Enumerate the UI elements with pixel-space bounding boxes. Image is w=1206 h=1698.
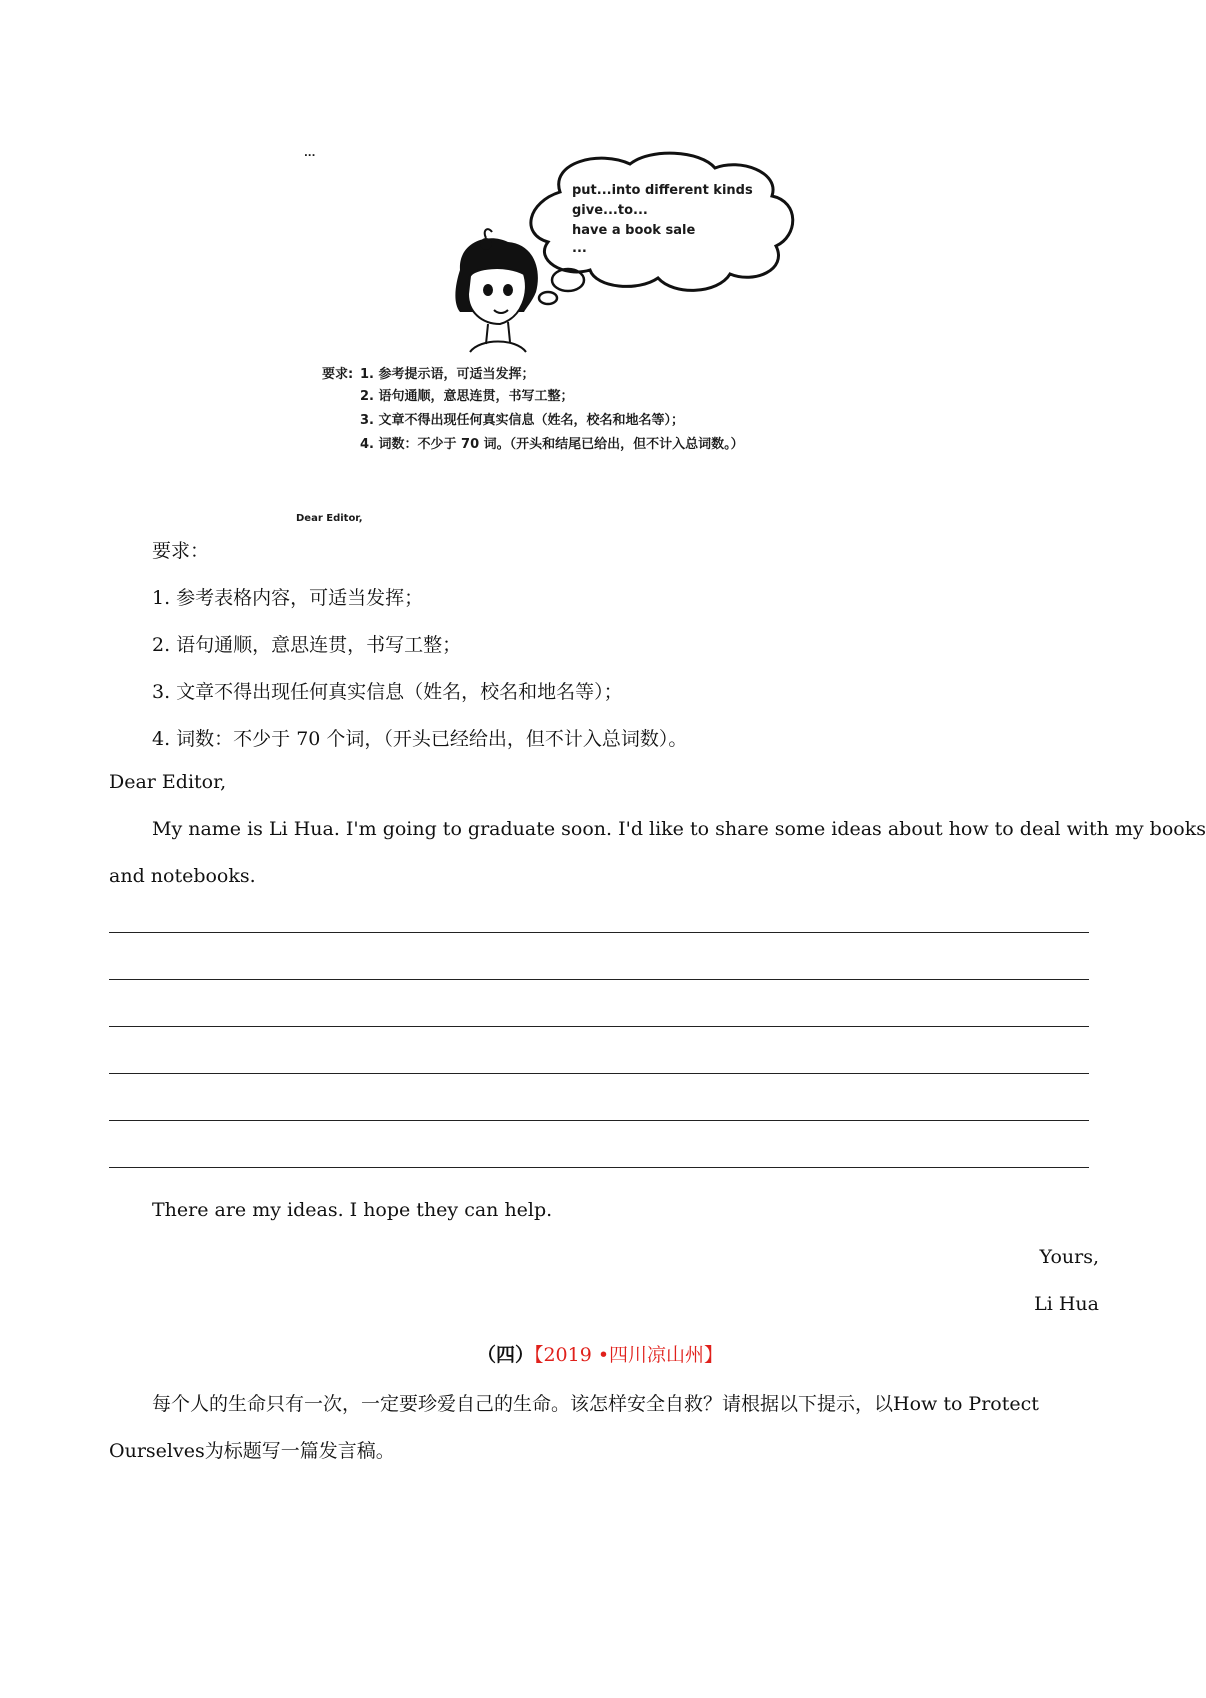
bubble-line-4: ...	[572, 241, 587, 256]
section-number: （四）	[476, 1344, 534, 1366]
writing-line	[109, 979, 1089, 980]
bubble-line-3: have a book sale	[572, 223, 696, 238]
bubble-line-2: give...to...	[572, 203, 648, 218]
figure-top-fragment: ...	[304, 148, 316, 159]
writing-line	[109, 1120, 1089, 1121]
illustration-figure	[296, 148, 890, 524]
requirements-title: 要求：	[152, 540, 210, 562]
letter-body-line-2: and notebooks.	[109, 865, 256, 887]
writing-line	[109, 1026, 1089, 1027]
letter-signature: Li Hua	[1034, 1293, 1099, 1315]
letter-closing-sentence: There are my ideas. I hope they can help.	[152, 1199, 553, 1221]
prompt-line-1: 每个人的生命只有一次，一定要珍爱自己的生命。该怎样安全自救？请根据以下提示，以How to Protect	[152, 1393, 1039, 1415]
requirement-item-1: 1. 参考表格内容，可适当发挥；	[152, 587, 424, 609]
figure-requirements-label: 要求:	[322, 367, 354, 382]
thought-circle-icon	[539, 292, 557, 304]
letter-sign-off: Yours,	[1039, 1246, 1099, 1268]
writing-line	[109, 932, 1089, 933]
letter-salutation: Dear Editor,	[109, 771, 227, 793]
section-heading	[0, 1340, 1200, 1367]
figure-requirement-3: 3. 文章不得出现任何真实信息（姓名，校名和地名等）；	[360, 413, 685, 428]
bubble-line-1: put...into different kinds	[572, 183, 753, 198]
section-source: 【2019 •四川凉山州】	[533, 1344, 724, 1366]
prompt-line-2: Ourselves为标题写一篇发言稿。	[109, 1440, 395, 1462]
writing-line	[109, 1073, 1089, 1074]
letter-body-line-1: My name is Li Hua. I'm going to graduate soon. I'd like to share some ideas about how to deal with my books	[152, 818, 1206, 840]
figure-requirement-2: 2. 语句通顺，意思连贯，书写工整；	[360, 389, 574, 404]
figure-bottom-fragment: Dear Editor,	[296, 513, 363, 524]
requirement-item-4: 4. 词数：不少于 70 个词，（开头已经给出，但不计入总词数）。	[152, 728, 688, 750]
requirement-item-3: 3. 文章不得出现任何真实信息（姓名，校名和地名等）；	[152, 681, 623, 703]
figure-requirement-1: 1. 参考提示语，可适当发挥；	[360, 367, 535, 382]
girl-thought-bubble-illustration	[296, 148, 890, 524]
requirement-item-2: 2. 语句通顺，意思连贯，书写工整；	[152, 634, 462, 656]
girl-cartoon-icon	[455, 229, 538, 352]
writing-line	[109, 1167, 1089, 1168]
figure-requirement-4: 4. 词数：不少于 70 词。（开头和结尾已给出，但不计入总词数。）	[360, 437, 744, 452]
